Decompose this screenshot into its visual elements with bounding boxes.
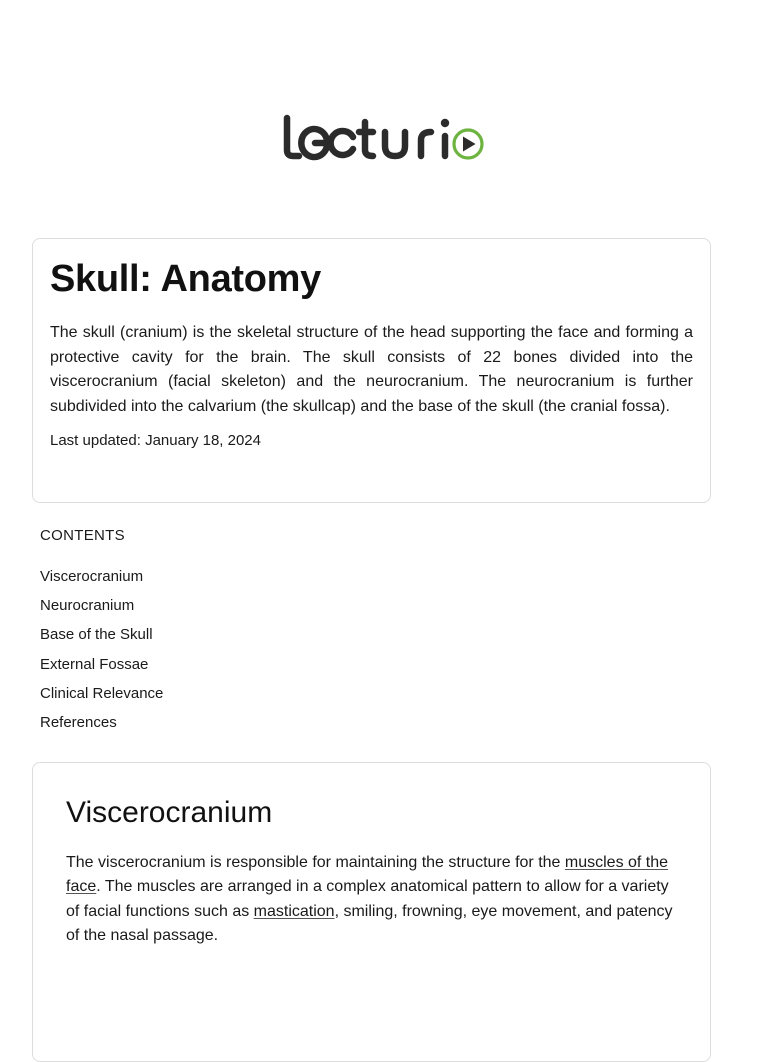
contents-list <box>40 562 440 737</box>
site-header <box>0 108 768 168</box>
section-paragraph <box>66 851 677 949</box>
article-intro: The skull (cranium) is the skeletal structure of the head supporting the face and forming a protective cavity for the brain. The skull consists of 22 bones divided into the viscerocranium (facial skeleton) and the neurocranium. The neurocranium is further subdivided into the calvarium (the skullcap) and the base of the skull (the cranial fossa). <box>50 324 693 415</box>
lecturio-logo[interactable] <box>281 112 487 164</box>
toc-item-clinical-relevance[interactable]: Clinical Relevance <box>40 684 164 702</box>
section-title: Viscerocranium <box>66 796 273 829</box>
section-text-part: The viscerocranium is responsible for maintaining the structure for the <box>66 854 565 871</box>
mastication-link[interactable]: mastication <box>253 902 335 920</box>
contents-heading: CONTENTS <box>40 527 125 544</box>
toc-item-neurocranium[interactable]: Neurocranium <box>40 597 135 615</box>
section-card-viscerocranium <box>32 762 711 1062</box>
toc-item-base-of-the-skull[interactable]: Base of the Skull <box>40 626 153 644</box>
toc-item-external-fossae[interactable]: External Fossae <box>40 655 149 673</box>
last-updated: Last updated: January 18, 2024 <box>50 432 261 450</box>
muscles-of-the-face-link[interactable]: muscles of the face <box>66 854 669 896</box>
toc-item-viscerocranium[interactable]: Viscerocranium <box>40 568 144 585</box>
section-text-part: . The muscles are arranged in a complex anatomical pattern to allow for a variety of facial functions such as <box>66 878 669 920</box>
section-text-part: , smiling, frowning, eye movement, and patency of the nasal passage. <box>66 902 673 945</box>
page-title: Skull: Anatomy <box>50 258 321 300</box>
toc-item-references[interactable]: References <box>40 714 117 732</box>
table-of-contents <box>40 526 440 737</box>
article-header-card <box>32 238 711 503</box>
